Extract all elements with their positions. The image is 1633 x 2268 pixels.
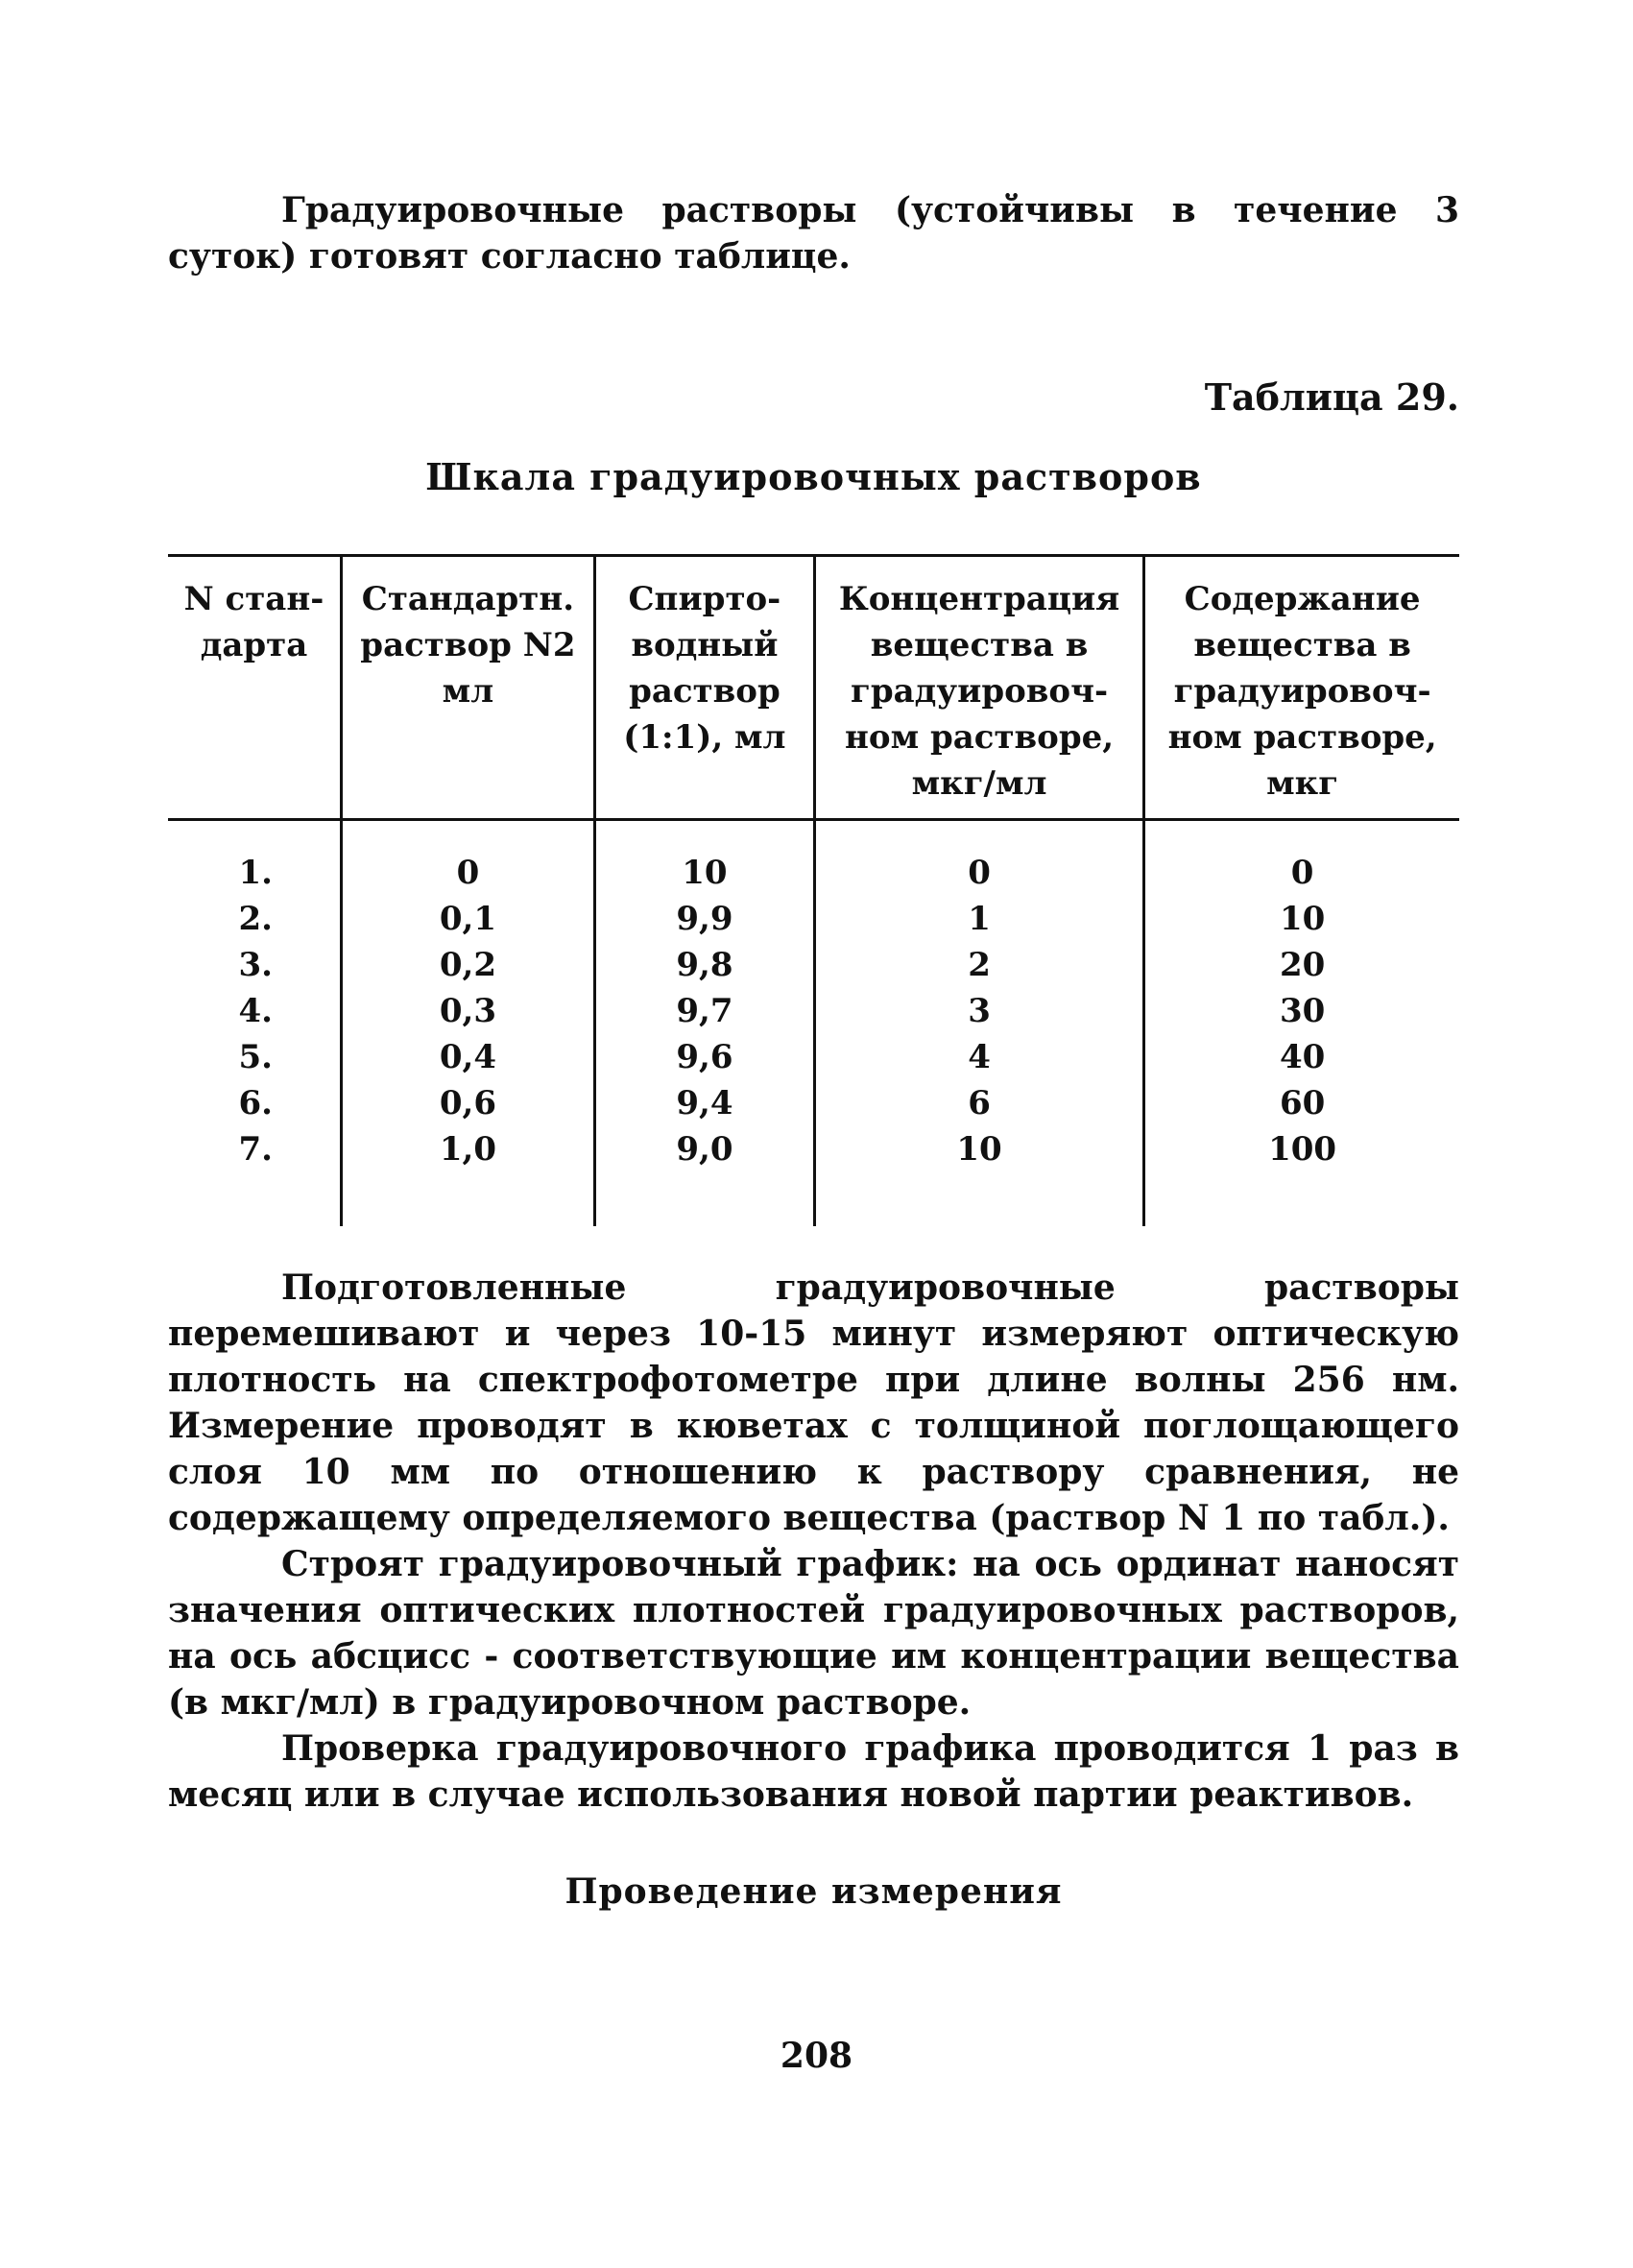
table-cell: 2: [814, 942, 1143, 988]
table-cell: 6: [814, 1080, 1143, 1126]
table-cell: 0,1: [341, 896, 594, 942]
table-cell: 10: [1144, 896, 1459, 942]
table-cell: 1: [814, 896, 1143, 942]
paragraph-verification: Проверка градуировочного графика проводится 1 раз в месяц или в случае использования новой партии реактивов.: [168, 1728, 1459, 1815]
table-row: [168, 1126, 1459, 1226]
table-cell: 100: [1144, 1126, 1459, 1226]
table-row: [168, 942, 1459, 988]
header-standard-number: N стан- дарта: [168, 556, 341, 820]
header-alcohol-water-solution: Спирто- водный раствор (1:1), мл: [594, 556, 814, 820]
table-cell: 10: [814, 1126, 1143, 1226]
table-cell: 0,4: [341, 1034, 594, 1080]
body-text: [168, 1265, 1459, 1818]
table-cell: 0,6: [341, 1080, 594, 1126]
table-cell: 6.: [238, 1084, 273, 1122]
table-cell: 9,8: [594, 942, 814, 988]
table-cell: 1,0: [341, 1126, 594, 1226]
table-row: [168, 896, 1459, 942]
table-cell: 9,6: [594, 1034, 814, 1080]
section-heading: Проведение измерения: [564, 1871, 1063, 1912]
table-body: [168, 820, 1459, 1227]
table-cell: 0: [341, 820, 594, 897]
table-cell: 2.: [238, 900, 273, 938]
table-row: [168, 820, 1459, 897]
table-cell: 4.: [238, 992, 273, 1030]
table-cell: 9,9: [594, 896, 814, 942]
table-row: [168, 988, 1459, 1034]
page-number: 208: [780, 2036, 853, 2076]
table-row: [168, 1034, 1459, 1080]
table-cell: 9,0: [594, 1126, 814, 1226]
table-cell: 9,7: [594, 988, 814, 1034]
table-cell: 10: [594, 820, 814, 897]
table-cell: 0,2: [341, 942, 594, 988]
paragraph-calibration-graph: Строят градуировочный график: на ось ординат наносят значения оптических плотностей градуировочных растворов, на ось абсцисс - соответствующие им концентрации вещества (в мкг/мл) в градуировочном растворе.: [168, 1544, 1459, 1723]
paragraph-measurement: Подготовленные градуировочные растворы перемешивают и через 10-15 минут измеряют оптическую плотность на спектрофотометре при длине волны 256 нм. Измерение проводят в кюветах с толщиной поглощающего слоя 10 мм по отношению к раствору сравнения, не содержащему определяемого вещества (раствор N 1 по табл.).: [168, 1267, 1459, 1538]
table-title: Шкала градуировочных растворов: [425, 455, 1202, 498]
header-content: Содержание вещества в градуировоч- ном растворе, мкг: [1144, 556, 1459, 820]
table-cell: 4: [814, 1034, 1143, 1080]
document-page: [168, 187, 1459, 1912]
table-row: [168, 1080, 1459, 1126]
table-cell: 20: [1144, 942, 1459, 988]
table-header-row: [168, 556, 1459, 820]
intro-paragraph: Градуировочные растворы (устойчивы в течение 3 суток) готовят согласно таблице.: [168, 190, 1459, 277]
table-cell: 30: [1144, 988, 1459, 1034]
table-cell: 40: [1144, 1034, 1459, 1080]
table-cell: 5.: [238, 1038, 273, 1076]
table-cell: 60: [1144, 1080, 1459, 1126]
table-cell: 0: [1144, 820, 1459, 897]
table-number-label: Таблица 29.: [1204, 375, 1459, 419]
header-concentration: Концентрация вещества в градуировоч- ном растворе, мкг/мл: [814, 556, 1143, 820]
table-cell: 9,4: [594, 1080, 814, 1126]
table-cell: 0: [814, 820, 1143, 897]
header-standard-solution: Стандартн. раствор N2 мл: [341, 556, 594, 820]
calibration-table: [168, 554, 1459, 1226]
table-cell: 1.: [238, 854, 273, 892]
table-cell: 3: [814, 988, 1143, 1034]
table-cell: 3.: [238, 946, 273, 984]
table-cell: 7.: [238, 1130, 273, 1169]
table-cell: 0,3: [341, 988, 594, 1034]
